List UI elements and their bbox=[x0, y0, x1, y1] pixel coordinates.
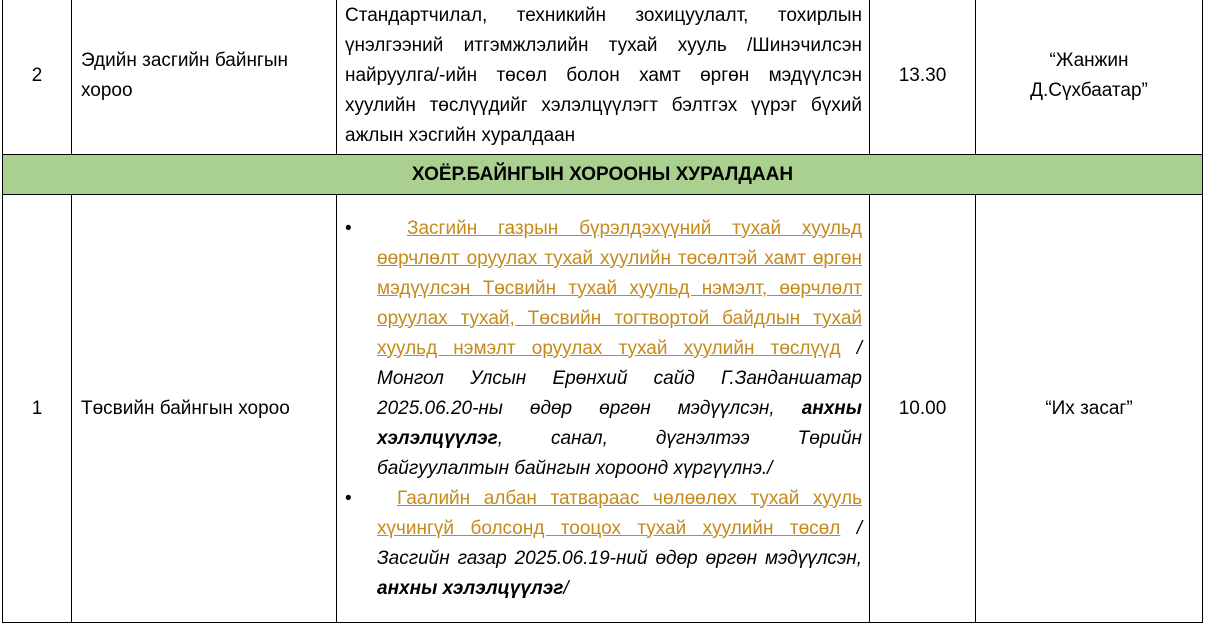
bullet-icon: • bbox=[345, 487, 352, 509]
table-row bbox=[3, 0, 1203, 155]
meeting-time: 13.30 bbox=[870, 0, 976, 155]
meeting-room: “Их засаг” bbox=[976, 195, 1203, 623]
bill-link[interactable]: Засгийн газрын бүрэлдэхүүний тухай хуульд өөрчлөлт оруулах тухай хуулийн төсөлтэй хамт өргөн мэдүүлсэн Төсвийн тухай хуульд нэмэлт, өөрчлөлт оруулах тухай, Төсвийн тогтвортой байдлын тухай хуульд нэмэлт оруулах тухай хуулийн төслүүд bbox=[377, 217, 862, 359]
row-number: 2 bbox=[3, 0, 72, 155]
bullet-icon: • bbox=[345, 217, 352, 239]
agenda-bullet-list bbox=[345, 214, 862, 604]
meeting-room bbox=[976, 0, 1203, 155]
list-item bbox=[345, 484, 862, 604]
row-number: 1 bbox=[3, 195, 72, 623]
section-header-row bbox=[3, 155, 1203, 195]
agenda-table bbox=[2, 0, 1203, 623]
agenda-topic-list bbox=[337, 195, 870, 623]
bill-note-bold: анхны хэлэлцүүлэг bbox=[377, 397, 862, 449]
meeting-time: 10.00 bbox=[870, 195, 976, 623]
bill-link[interactable]: Гаалийн албан татвараас чөлөөлөх тухай хууль хүчингүй болсонд тооцох тухай хуулийн төсөл bbox=[377, 487, 862, 539]
agenda-topic: Стандартчилал, техникийн зохицуулалт, тохирлын үнэлгээний итгэмжлэлийн тухай хууль /Шинэчилсэн найруулга/-ийн төсөл болон хамт өргөн мэдүүлсэн хуулийн төслүүдийг хэлэлцүүлэгт бэлтгэх үүрэг бүхий ажлын хэсгийн хуралдаан bbox=[337, 0, 870, 155]
committee-name: Төсвийн байнгын хороо bbox=[72, 195, 337, 623]
table-row bbox=[3, 195, 1203, 623]
committee-name: Эдийн засгийн байнгын хороо bbox=[72, 0, 337, 155]
section-header: ХОЁР.БАЙНГЫН ХОРООНЫ ХУРАЛДААН bbox=[3, 155, 1203, 195]
bill-note-end: / bbox=[563, 577, 569, 599]
list-item bbox=[345, 214, 862, 484]
bill-note-end: , санал, дүгнэлтээ Төрийн байгуулалтын байнгын хороонд хүргүүлнэ./ bbox=[377, 427, 862, 479]
bill-note: /Монгол Улсын Ерөнхий сайд Г.Занданшатар 2025.06.20-ны өдөр өргөн мэдүүлсэн, bbox=[377, 337, 863, 419]
meeting-room-text: “Жанжин Д.Сүхбаатар” bbox=[1030, 50, 1148, 101]
bill-note: /Засгийн газар 2025.06.19-ний өдөр өргөн мэдүүлсэн, bbox=[377, 517, 862, 569]
bill-note-bold: анхны хэлэлцүүлэг bbox=[377, 577, 564, 599]
